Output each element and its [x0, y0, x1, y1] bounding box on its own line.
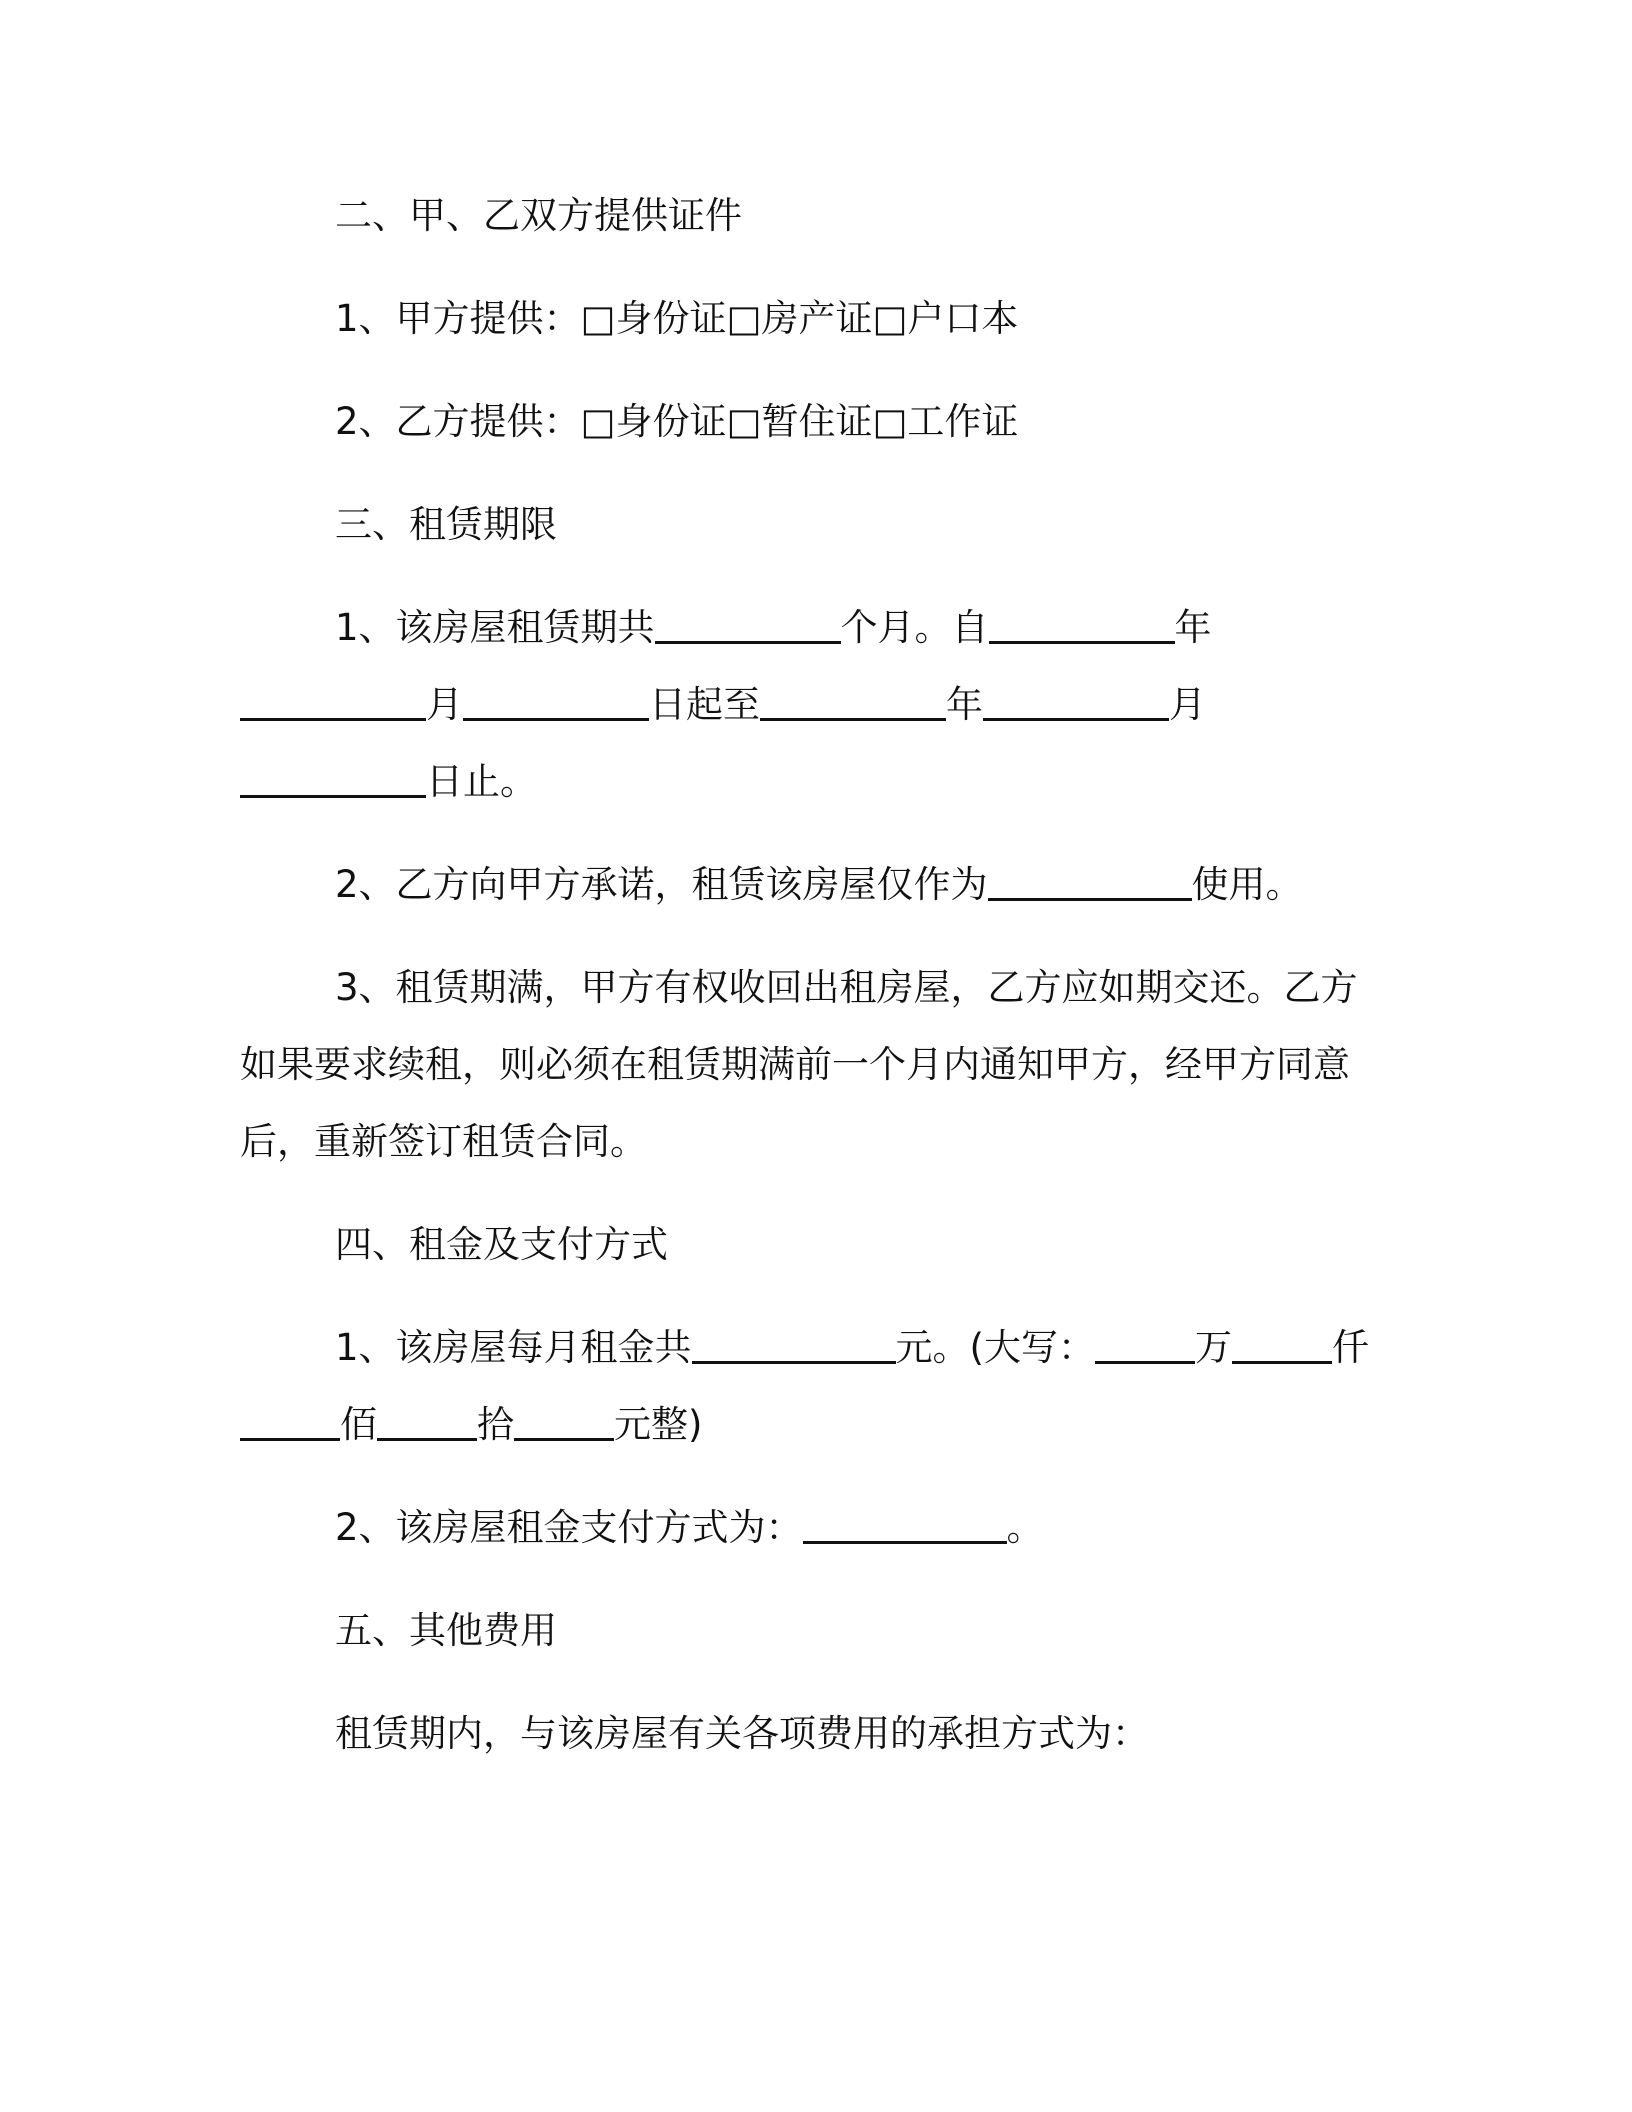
lease-term-line-1 [335, 589, 1212, 667]
renewal-clause-line-1: 3、租赁期满，甲方有权收回出租房屋，乙方应如期交还。乙方 [335, 966, 1358, 1009]
payment-method-line [335, 1489, 1044, 1567]
rent-amount-line-2 [240, 1386, 702, 1464]
section-heading-5: 五、其他费用 [335, 1609, 557, 1652]
party-a-documents: 1、甲方提供：□身份证□房产证□户口本 [335, 297, 1019, 340]
rent-text: 仟 [1331, 1326, 1369, 1369]
end-day-blank[interactable] [240, 751, 426, 798]
rent-yuan-blank[interactable] [514, 1394, 614, 1441]
rent-text: 拾 [477, 1403, 514, 1446]
usage-blank[interactable] [988, 854, 1192, 901]
lease-term-text: 日起至 [649, 683, 760, 726]
lease-term-line-2 [240, 666, 1206, 744]
rent-amount-line-1 [335, 1309, 1369, 1387]
lease-term-text: 个月。自 [840, 606, 989, 649]
section-heading-4: 四、租金及支付方式 [335, 1223, 668, 1266]
lease-term-line-3 [240, 743, 537, 821]
rent-text: 1、该房屋每月租金共 [335, 1326, 692, 1369]
rent-shi-blank[interactable] [377, 1394, 477, 1441]
start-month-blank[interactable] [240, 674, 426, 721]
start-day-blank[interactable] [463, 674, 649, 721]
payment-text: 。 [1006, 1506, 1044, 1549]
lease-term-text: 年 [946, 683, 983, 726]
rent-qian-blank[interactable] [1232, 1317, 1332, 1364]
other-fees-text: 租赁期内，与该房屋有关各项费用的承担方式为： [335, 1712, 1149, 1755]
usage-text: 2、乙方向甲方承诺，租赁该房屋仅作为 [335, 863, 988, 906]
lease-term-text: 月 [426, 683, 463, 726]
renewal-clause-line-3: 后，重新签订租赁合同。 [240, 1120, 647, 1163]
payment-text: 2、该房屋租金支付方式为： [335, 1506, 803, 1549]
rent-text: 万 [1194, 1326, 1232, 1369]
lease-term-text: 1、该房屋租赁期共 [335, 606, 655, 649]
end-month-blank[interactable] [983, 674, 1169, 721]
rent-wan-blank[interactable] [1095, 1317, 1195, 1364]
party-b-documents: 2、乙方提供：□身份证□暂住证□工作证 [335, 400, 1019, 443]
rent-text: 元整) [614, 1403, 703, 1446]
renewal-clause-line-2: 如果要求续租，则必须在租赁期满前一个月内通知甲方，经甲方同意 [240, 1043, 1350, 1086]
lease-term-text: 月 [1169, 683, 1206, 726]
usage-commitment-line [335, 846, 1303, 924]
payment-method-blank[interactable] [803, 1497, 1007, 1544]
usage-text: 使用。 [1191, 863, 1303, 906]
rent-bai-blank[interactable] [240, 1394, 340, 1441]
rent-text: 佰 [340, 1403, 377, 1446]
section-heading-3: 三、租赁期限 [335, 503, 557, 546]
months-blank[interactable] [655, 597, 841, 644]
section-heading-2: 二、甲、乙双方提供证件 [335, 194, 742, 237]
start-year-blank[interactable] [989, 597, 1175, 644]
lease-term-text: 年 [1174, 606, 1212, 649]
end-year-blank[interactable] [760, 674, 946, 721]
rent-text: 元。(大写： [895, 1326, 1095, 1369]
rent-amount-blank[interactable] [692, 1317, 896, 1364]
lease-term-text: 日止。 [426, 760, 537, 803]
